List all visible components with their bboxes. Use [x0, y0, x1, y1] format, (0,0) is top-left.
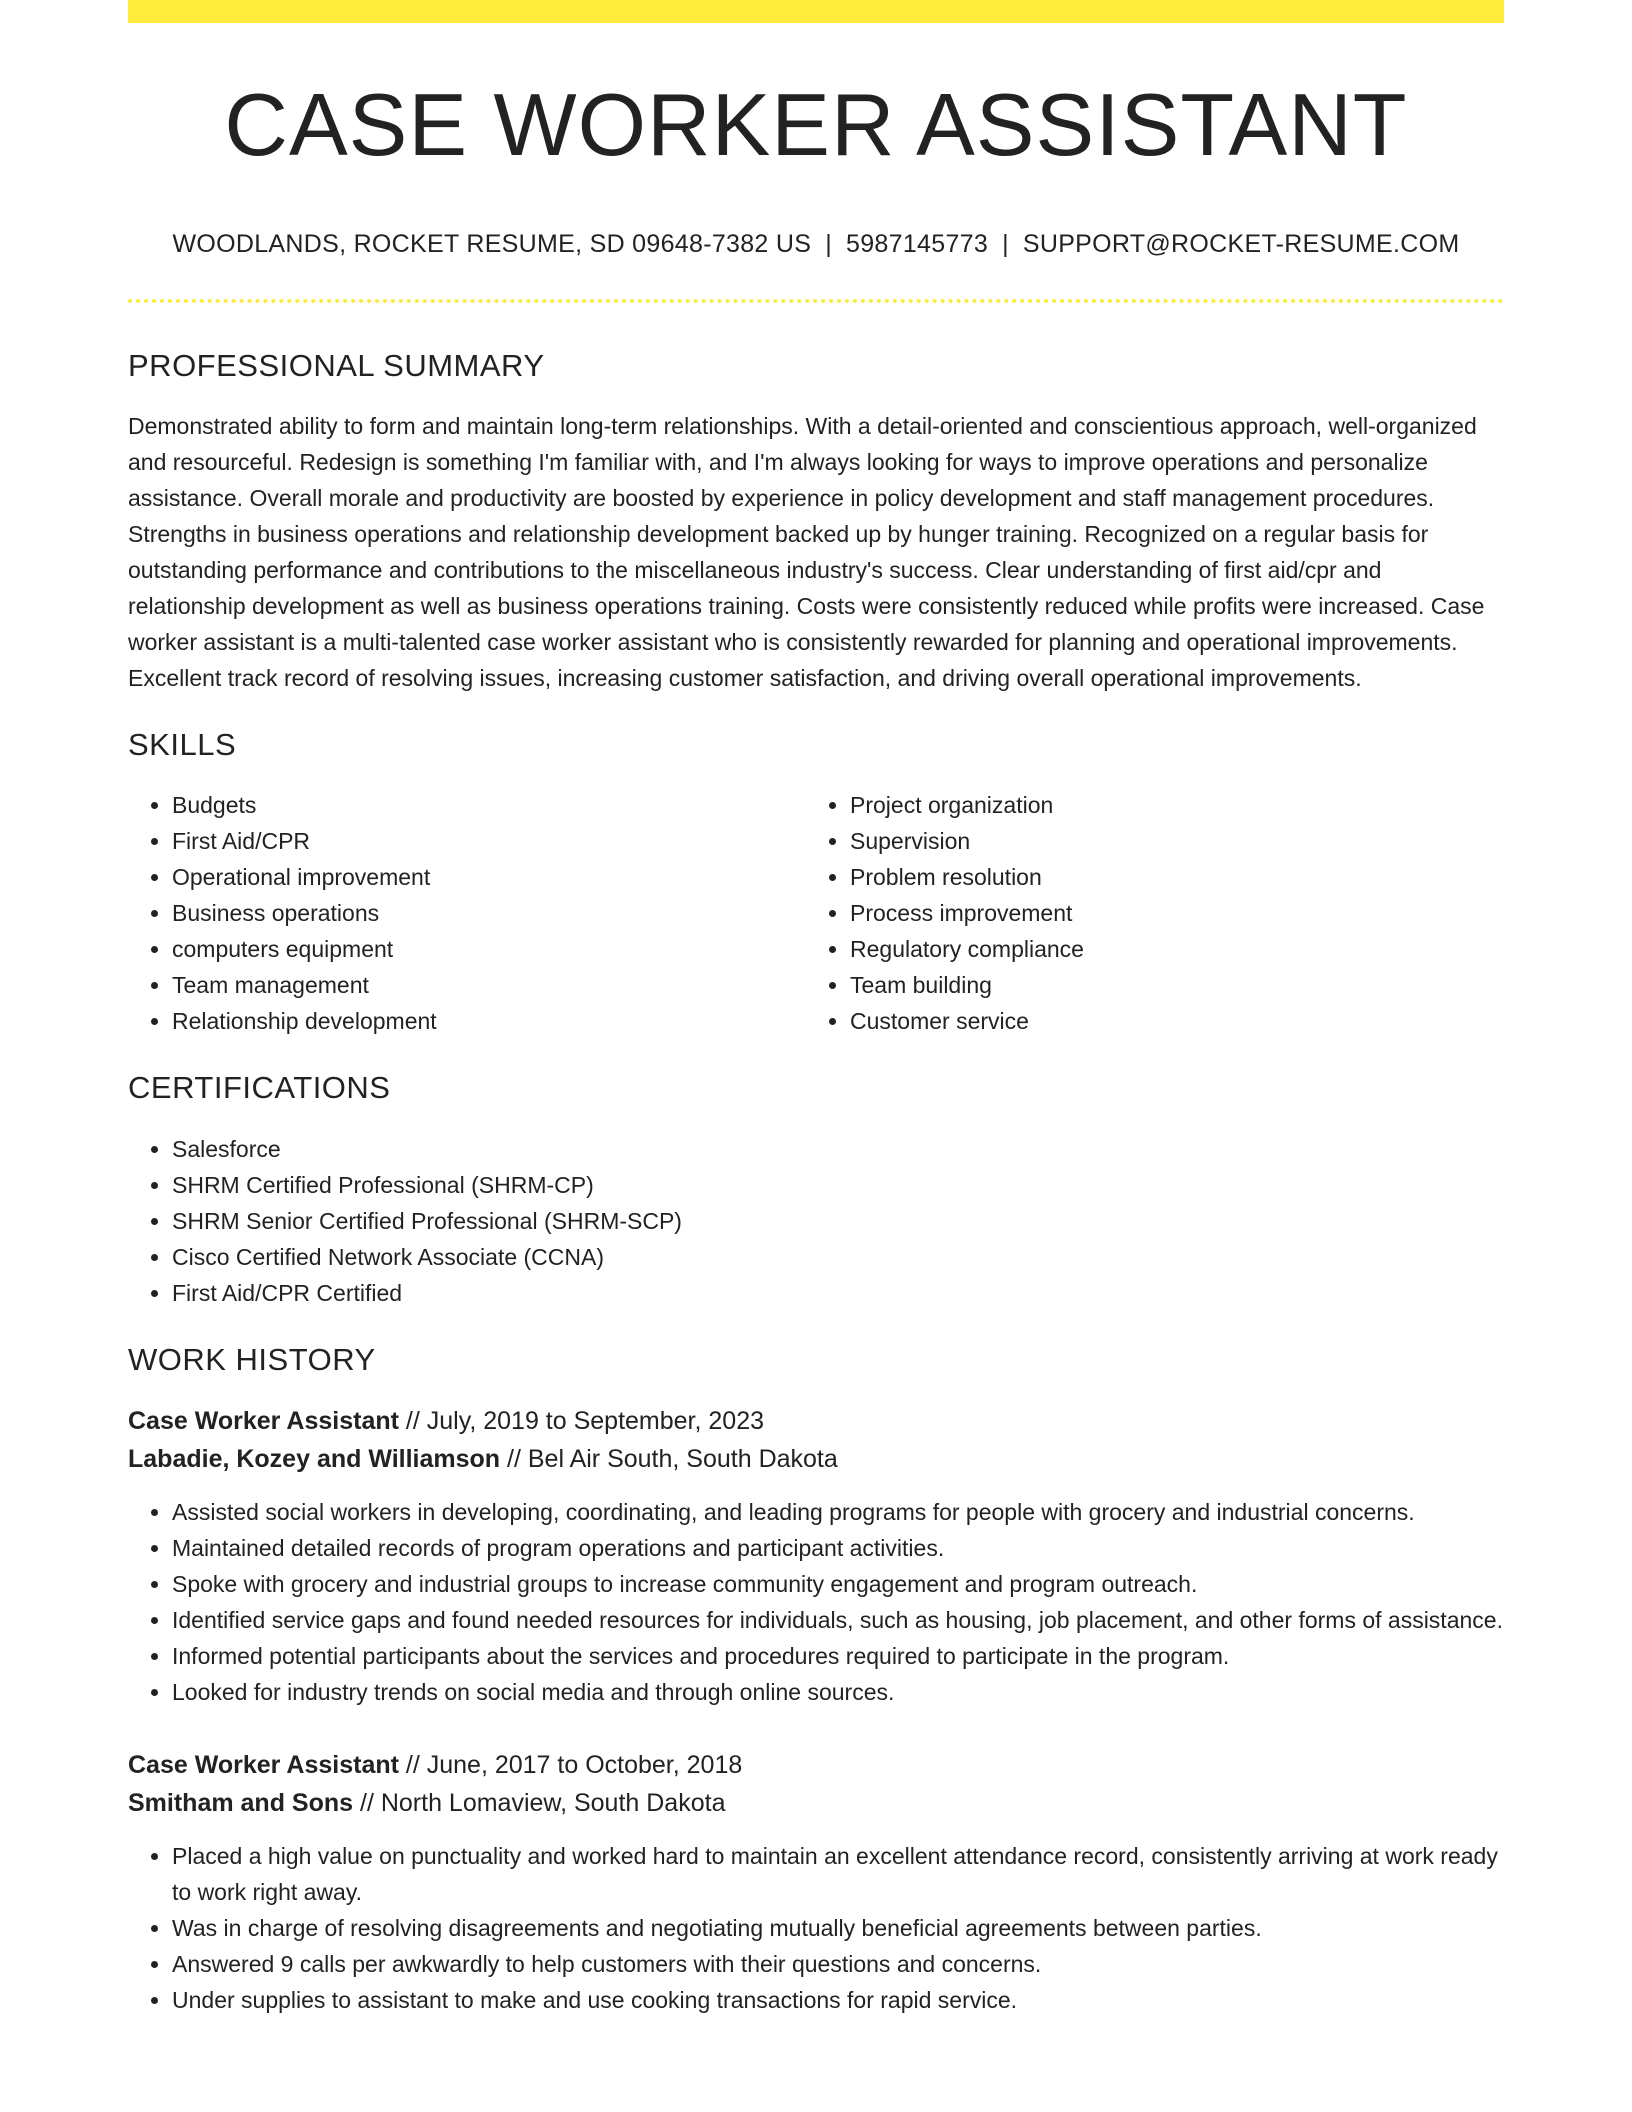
certification-item: • SHRM Senior Certified Professional (SHRM-SCP) [172, 1203, 1504, 1239]
job-dates: // June, 2017 to October, 2018 [405, 1750, 743, 1779]
skill-item: • Problem resolution [850, 859, 1484, 895]
summary-text: Demonstrated ability to form and maintain long-term relationships. With a detail-oriented and conscientious approach, well-organized and resourceful. Redesign is something I'm familiar with, and I'm always looking for ways to improve operations and personalize assistance. Overall morale and productivity are boosted by experience in policy development and staff management procedures. Strengths in business operations and relationship development backed up by hunger training. Recognized on a regular basis for outstanding performance and contributions to the miscellaneous industry's success. Clear understanding of first aid/cpr and relationship development as well as business operations training. Costs were consistently reduced while profits were increased. Case worker assistant is a multi-talented case worker assistant who is consistently rewarded for planning and operational improvements. Excellent track record of resolving issues, increasing customer satisfaction, and driving overall operational improvements. [128, 413, 1485, 692]
skill-item: • Regulatory compliance [850, 931, 1484, 967]
job-duties-list [128, 1838, 1504, 2018]
contact-separator: | [825, 230, 833, 258]
skill-item: • Supervision [850, 823, 1484, 859]
skill-item: • Process improvement [850, 895, 1484, 931]
skill-item: • Team building [850, 967, 1484, 1003]
job-duty: • Informed potential participants about the services and procedures required to participate in the program. [172, 1638, 1504, 1674]
job-duty: • Maintained detailed records of program operations and participant activities. [172, 1530, 1504, 1566]
certifications-heading: CERTIFICATIONS [128, 1070, 391, 1106]
certification-item: • First Aid/CPR Certified [172, 1275, 1504, 1311]
contact-line [128, 229, 1504, 259]
job-role: Case Worker Assistant [128, 1750, 399, 1779]
contact-phone: 5987145773 [846, 230, 989, 258]
job-duty: • Spoke with grocery and industrial groups to increase community engagement and program outreach. [172, 1566, 1504, 1602]
job-entry [128, 1746, 1504, 2018]
summary-heading: PROFESSIONAL SUMMARY [128, 348, 545, 383]
job-company-line [128, 1784, 1504, 1822]
skill-item: • Operational improvement [172, 859, 806, 895]
job-dates: // July, 2019 to September, 2023 [405, 1406, 765, 1435]
job-duty: • Looked for industry trends on social media and through online sources. [172, 1674, 1504, 1710]
skill-item: • Relationship development [172, 1003, 806, 1039]
job-company: Smitham and Sons [128, 1788, 354, 1817]
skill-item: • Budgets [172, 787, 806, 823]
job-duty: • Assisted social workers in developing, coordinating, and leading programs for people with grocery and industrial concerns. [172, 1494, 1504, 1530]
resume-name: CASE WORKER ASSISTANT [224, 75, 1408, 174]
skill-item: • Project organization [850, 787, 1484, 823]
skills-list-right [806, 787, 1484, 1039]
resume-page [128, 0, 1504, 2018]
skill-item: • Team management [172, 967, 806, 1003]
skill-item: • computers equipment [172, 931, 806, 967]
contact-separator: | [1002, 230, 1009, 258]
job-duty: • Placed a high value on punctuality and worked hard to maintain an excellent attendance record, consistently arriving at work ready to work right away. [172, 1838, 1504, 1910]
skills-heading: SKILLS [128, 727, 237, 763]
contact-email: SUPPORT@ROCKET-RESUME.COM [1022, 230, 1460, 258]
skill-item: • Business operations [172, 895, 806, 931]
job-company-line [128, 1440, 1504, 1478]
certification-item: • SHRM Certified Professional (SHRM-CP) [172, 1167, 1504, 1203]
job-duty: • Was in charge of resolving disagreements and negotiating mutually beneficial agreements between parties. [172, 1910, 1504, 1946]
job-duty: • Answered 9 calls per awkwardly to help customers with their questions and concerns. [172, 1946, 1504, 1982]
job-entry [128, 1402, 1504, 1710]
skills-list-left [128, 787, 806, 1039]
skills-grid [128, 787, 1504, 1039]
dotted-divider [128, 299, 1504, 303]
job-location: // North Lomaview, South Dakota [360, 1788, 726, 1817]
job-duty: • Identified service gaps and found needed resources for individuals, such as housing, job placement, and other forms of assistance. [172, 1602, 1504, 1638]
skill-item: • First Aid/CPR [172, 823, 806, 859]
skill-item: • Customer service [850, 1003, 1484, 1039]
job-title-line [128, 1402, 1504, 1440]
job-title-line [128, 1746, 1504, 1784]
certification-item: • Cisco Certified Network Associate (CCNA) [172, 1239, 1504, 1275]
job-role: Case Worker Assistant [128, 1406, 399, 1435]
contact-address: WOODLANDS, ROCKET RESUME, SD 09648-7382 US [172, 230, 812, 258]
certification-item: • Salesforce [172, 1131, 1504, 1167]
job-company: Labadie, Kozey and Williamson [128, 1444, 501, 1473]
job-duties-list [128, 1494, 1504, 1710]
accent-top-bar [128, 0, 1504, 23]
job-duty: • Under supplies to assistant to make and use cooking transactions for rapid service. [172, 1982, 1504, 2018]
job-location: // Bel Air South, South Dakota [507, 1444, 838, 1473]
certifications-list [128, 1131, 1504, 1311]
work-history-heading: WORK HISTORY [128, 1341, 376, 1377]
